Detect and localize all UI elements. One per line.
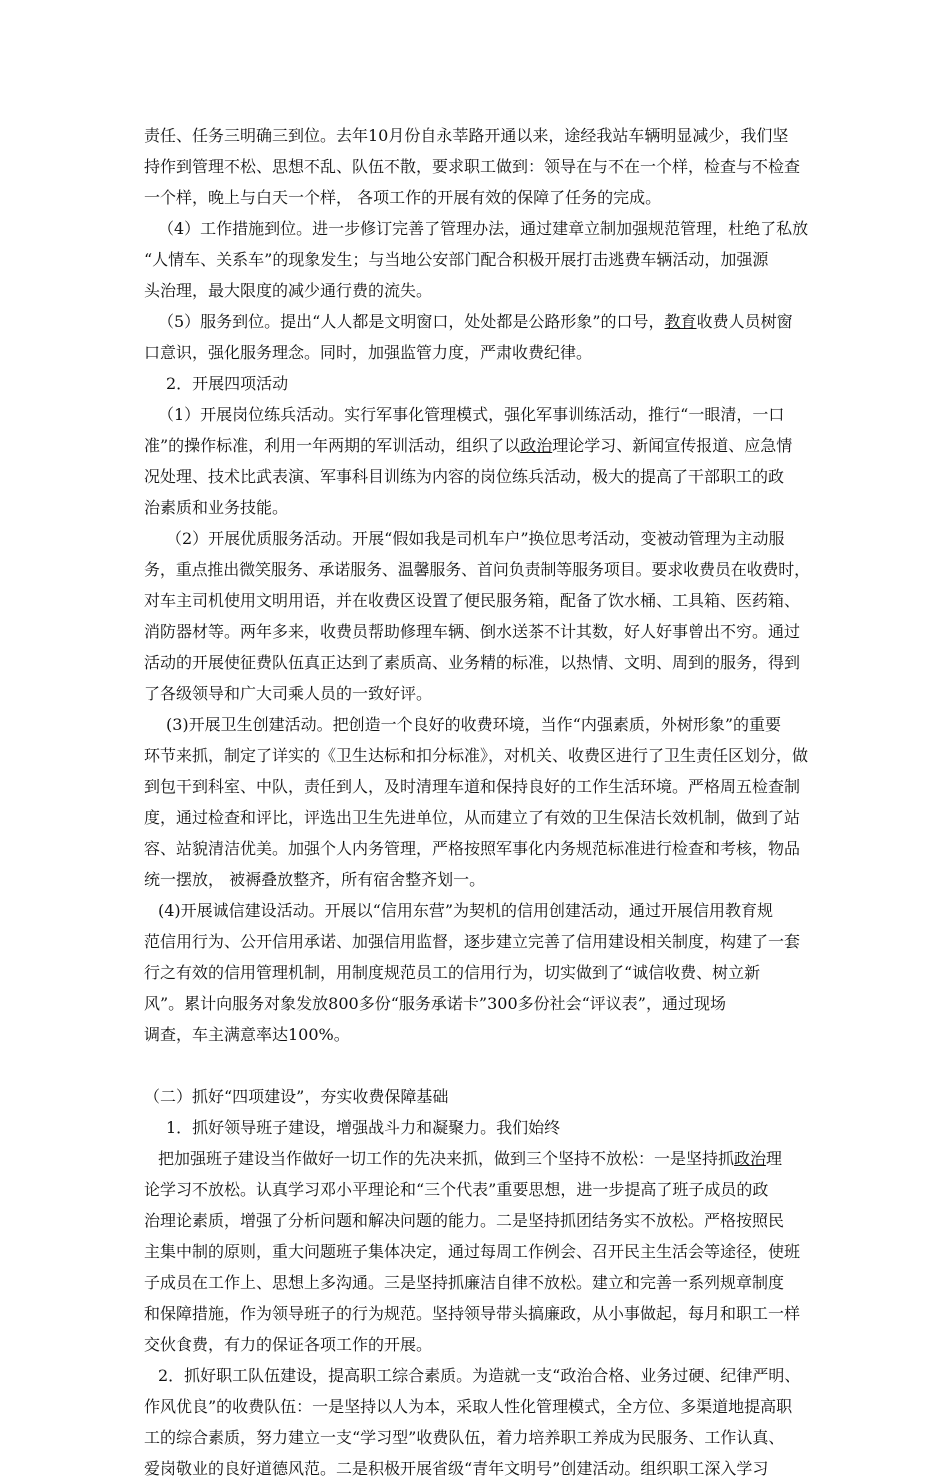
text-segment: 主集中制的原则，重大问题班子集体决定，通过每周工作例会、召开民主生活会等途径，使班 [144,1242,801,1261]
paragraph-p5 [144,399,810,523]
text-line [144,1267,810,1298]
document-page [0,120,950,1484]
text-line: “人情车、关系车”的现象发生；与当地公安部门配合积极开展打击逃费车辆活动，加强源 [144,250,769,269]
paragraph-p6 [144,523,810,709]
text-segment: （1）开展岗位练兵活动。实行军事化管理模式，强化军事训练活动，推行“一眼清，一口 [158,405,785,424]
text-segment: 口意识，强化服务理念。同时，加强监管力度，严肃收费纪律。 [144,343,593,362]
paragraph-p10 [144,1112,810,1143]
text-line: 调查，车主满意率达100%。 [144,1025,350,1044]
text-line: 对车主司机使用文明用语，并在收费区设置了便民服务箱，配备了饮水桶、工具箱、医药箱、 [144,591,801,610]
text-line [144,1298,810,1329]
paragraph-p4 [144,368,810,399]
text-segment: 准”的操作标准，利用一年两期的军训活动，组织了以 [144,436,521,455]
text-line: 2．抓好职工队伍建设，提高职工综合素质。为造就一支“政治合格、业务过硬、纪律严明、 [158,1366,801,1385]
text-line: （2）开展优质服务活动。开展“假如我是司机车户”换位思考活动，变被动管理为主动服 [166,529,785,548]
text-line: 爱岗敬业的良好道德风范。二是积极开展省级“青年文明号”创建活动。组织职工深入学习 [144,1459,769,1478]
text-line [144,492,810,523]
paragraph-p7 [144,709,810,895]
text-line: (3)开展卫生创建活动。把创造一个良好的收费环境，当作“内强素质，外树形象”的重要 [166,715,782,734]
text-segment: 理论学习、新闻宣传报道、应急情 [552,436,793,455]
paragraph-p11 [144,1143,810,1360]
text-line: 作风优良”的收费队伍：一是坚持以人为本，采取人性化管理模式，全方位、多渠道地提高职 [144,1397,793,1416]
text-line [144,1329,810,1360]
text-line [144,1205,810,1236]
text-line [144,1143,810,1174]
paragraph-p3 [144,306,810,368]
text-line: 责任、任务三明确三到位。去年10月份自永莘路开通以来，途经我站车辆明显减少，我们坚 [144,126,789,145]
text-segment: 和保障措施，作为领导班子的行为规范。坚持领导带头搞廉政，从小事做起，每月和职工一样 [144,1304,801,1323]
text-line [144,1174,810,1205]
text-line: 统一摆放， 被褥叠放整齐，所有宿舍整齐划一。 [144,870,486,889]
text-segment: 收费人员树窗 [696,312,793,331]
text-segment: 理 [766,1149,783,1168]
text-line: 活动的开展使征费队伍真正达到了素质高、业务精的标准，以热情、文明、周到的服务，得到 [144,653,801,672]
text-line: 工的综合素质，努力建立一支“学习型”收费队伍，着力培养职工养成为民服务、工作认真、 [144,1428,785,1447]
text-line: 消防器材等。两年多来，收费员帮助修理车辆、倒水送茶不计其数，好人好事曾出不穷。通过 [144,622,801,641]
text-line: 了各级领导和广大司乘人员的一致好评。 [144,684,433,703]
text-line: 容、站貌清洁优美。加强个人内务管理，严格按照军事化内务规范标准进行检查和考核，物品 [144,839,801,858]
paragraph-p1 [144,120,810,213]
text-line: 到包干到科室、中队，责任到人，及时清理车道和保持良好的工作生活环境。严格周五检查制 [144,777,801,796]
text-line: 环节来抓，制定了详实的《卫生达标和扣分标准》，对机关、收费区进行了卫生责任区划分，做 [144,746,809,765]
hyperlink-text[interactable]: 政治 [520,436,553,455]
text-line: 一个样，晚上与白天一个样， 各项工作的开展有效的保障了任务的完成。 [144,188,662,207]
text-line: (4)开展诚信建设活动。开展以“信用东营”为契机的信用创建活动，通过开展信用教育规 [158,901,774,920]
text-line: 2．开展四项活动 [166,374,289,393]
text-segment: 治理论素质，增强了分析问题和解决问题的能力。二是坚持抓团结务实不放松。严格按照民 [144,1211,785,1230]
text-line [144,430,810,461]
text-line: 行之有效的信用管理机制，用制度规范员工的信用行为，切实做到了“诚信收费、树立新 [144,963,761,982]
text-line: 风”。累计向服务对象发放800多份“服务承诺卡”300多份社会“评议表”，通过现场 [144,994,726,1013]
text-segment: 论学习不放松。认真学习邓小平理论和“三个代表”重要思想，进一步提高了班子成员的政 [144,1180,769,1199]
text-line: 度，通过检查和评比，评选出卫生先进单位，从而建立了有效的卫生保洁长效机制，做到了站 [144,808,801,827]
text-segment: 况处理、技术比武表演、军事科目训练为内容的岗位练兵活动，极大的提高了干部职工的政 [144,467,785,486]
text-line: （二）抓好“四项建设”，夯实收费保障基础 [144,1087,449,1106]
text-line: （4）工作措施到位。进一步修订完善了管理办法，通过建章立制加强规范管理，杜绝了私放 [158,219,809,238]
text-line: 范信用行为、公开信用承诺、加强信用监督，逐步建立完善了信用建设相关制度，构建了一套 [144,932,801,951]
paragraph-p9 [144,1081,810,1112]
hyperlink-text[interactable]: 政治 [734,1149,767,1168]
text-line [144,1236,810,1267]
paragraph-p2 [144,213,810,306]
text-line [144,399,810,430]
text-segment: 把加强班子建设当作做好一切工作的先决来抓，做到三个坚持不放松：一是坚持抓 [158,1149,735,1168]
text-segment: （5）服务到位。提出“人人都是文明窗口，处处都是公路形象”的口号， [158,312,665,331]
paragraph-gap [0,1050,950,1081]
text-line: 务，重点推出微笑服务、承诺服务、温馨服务、首问负责制等服务项目。要求收费员在收费时， [144,560,810,579]
text-line: 持作到管理不松、思想不乱、队伍不散，要求职工做到：领导在与不在一个样，检查与不检查 [144,157,801,176]
text-line: 1．抓好领导班子建设，增强战斗力和凝聚力。我们始终 [166,1118,561,1137]
paragraph-p8 [144,895,810,1050]
paragraph-p12 [144,1360,810,1484]
text-segment: 治素质和业务技能。 [144,498,289,517]
text-segment: 子成员在工作上、思想上多沟通。三是坚持抓廉洁自律不放松。建立和完善一系列规章制度 [144,1273,785,1292]
text-segment: 交伙食费，有力的保证各项工作的开展。 [144,1335,433,1354]
text-line [144,461,810,492]
text-line: 头治理，最大限度的减少通行费的流失。 [144,281,433,300]
hyperlink-text[interactable]: 教育 [664,312,697,331]
text-line [144,306,810,337]
text-line [144,337,810,368]
